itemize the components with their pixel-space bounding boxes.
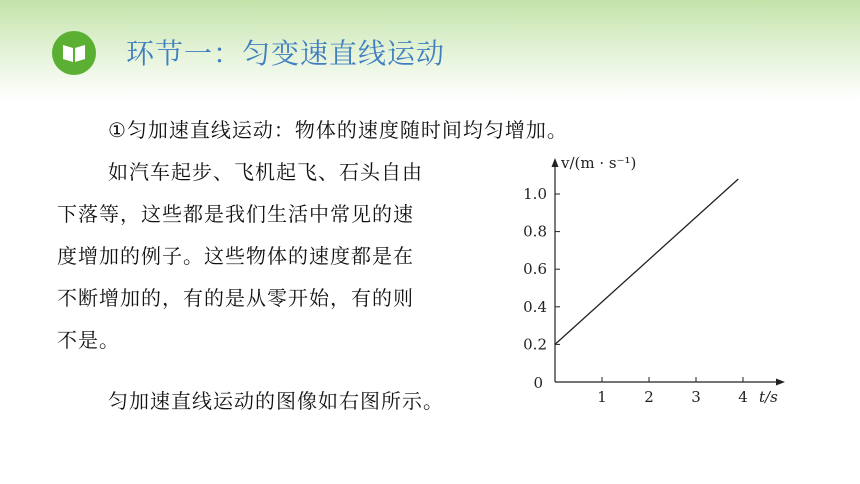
y-tick-label: 0.8 — [523, 222, 547, 241]
figure-caption: 匀加速直线运动的图像如右图所示。 — [108, 389, 444, 413]
x-tick-label: 3 — [691, 388, 701, 406]
velocity-time-chart — [505, 140, 805, 420]
x-axis-label: t/s — [759, 388, 778, 406]
example-line: 如汽车起步、飞机起飞、石头自由 — [108, 160, 423, 184]
example-line: 度增加的例子。这些物体的速度都是在 — [57, 244, 414, 268]
x-tick-label: 4 — [738, 388, 748, 406]
y-axis-arrow — [552, 158, 559, 167]
y-axis-label: v/(m · s⁻¹) — [561, 154, 637, 172]
x-axis-arrow — [776, 379, 785, 386]
example-paragraph — [57, 156, 497, 366]
example-line: 不断增加的，有的是从零开始，有的则 — [57, 286, 414, 310]
y-tick-label: 0.6 — [523, 260, 547, 279]
origin-label: 0 — [533, 374, 543, 392]
x-tick-label: 1 — [597, 388, 607, 406]
logo-badge — [52, 31, 96, 75]
y-tick-label: 0.2 — [523, 335, 547, 354]
y-tick-label: 1.0 — [523, 185, 547, 203]
example-line: 不是。 — [57, 328, 120, 352]
section-title: 环节一：匀变速直线运动 — [126, 37, 446, 70]
chart-svg — [505, 140, 805, 420]
example-line: 下落等，这些都是我们生活中常见的速 — [57, 202, 414, 226]
definition-text: ①匀加速直线运动：物体的速度随时间均匀增加。 — [108, 118, 568, 142]
x-tick-label: 2 — [644, 388, 654, 406]
open-book-icon — [52, 31, 96, 75]
y-tick-label: 0.4 — [523, 297, 547, 316]
series-line — [555, 179, 738, 344]
